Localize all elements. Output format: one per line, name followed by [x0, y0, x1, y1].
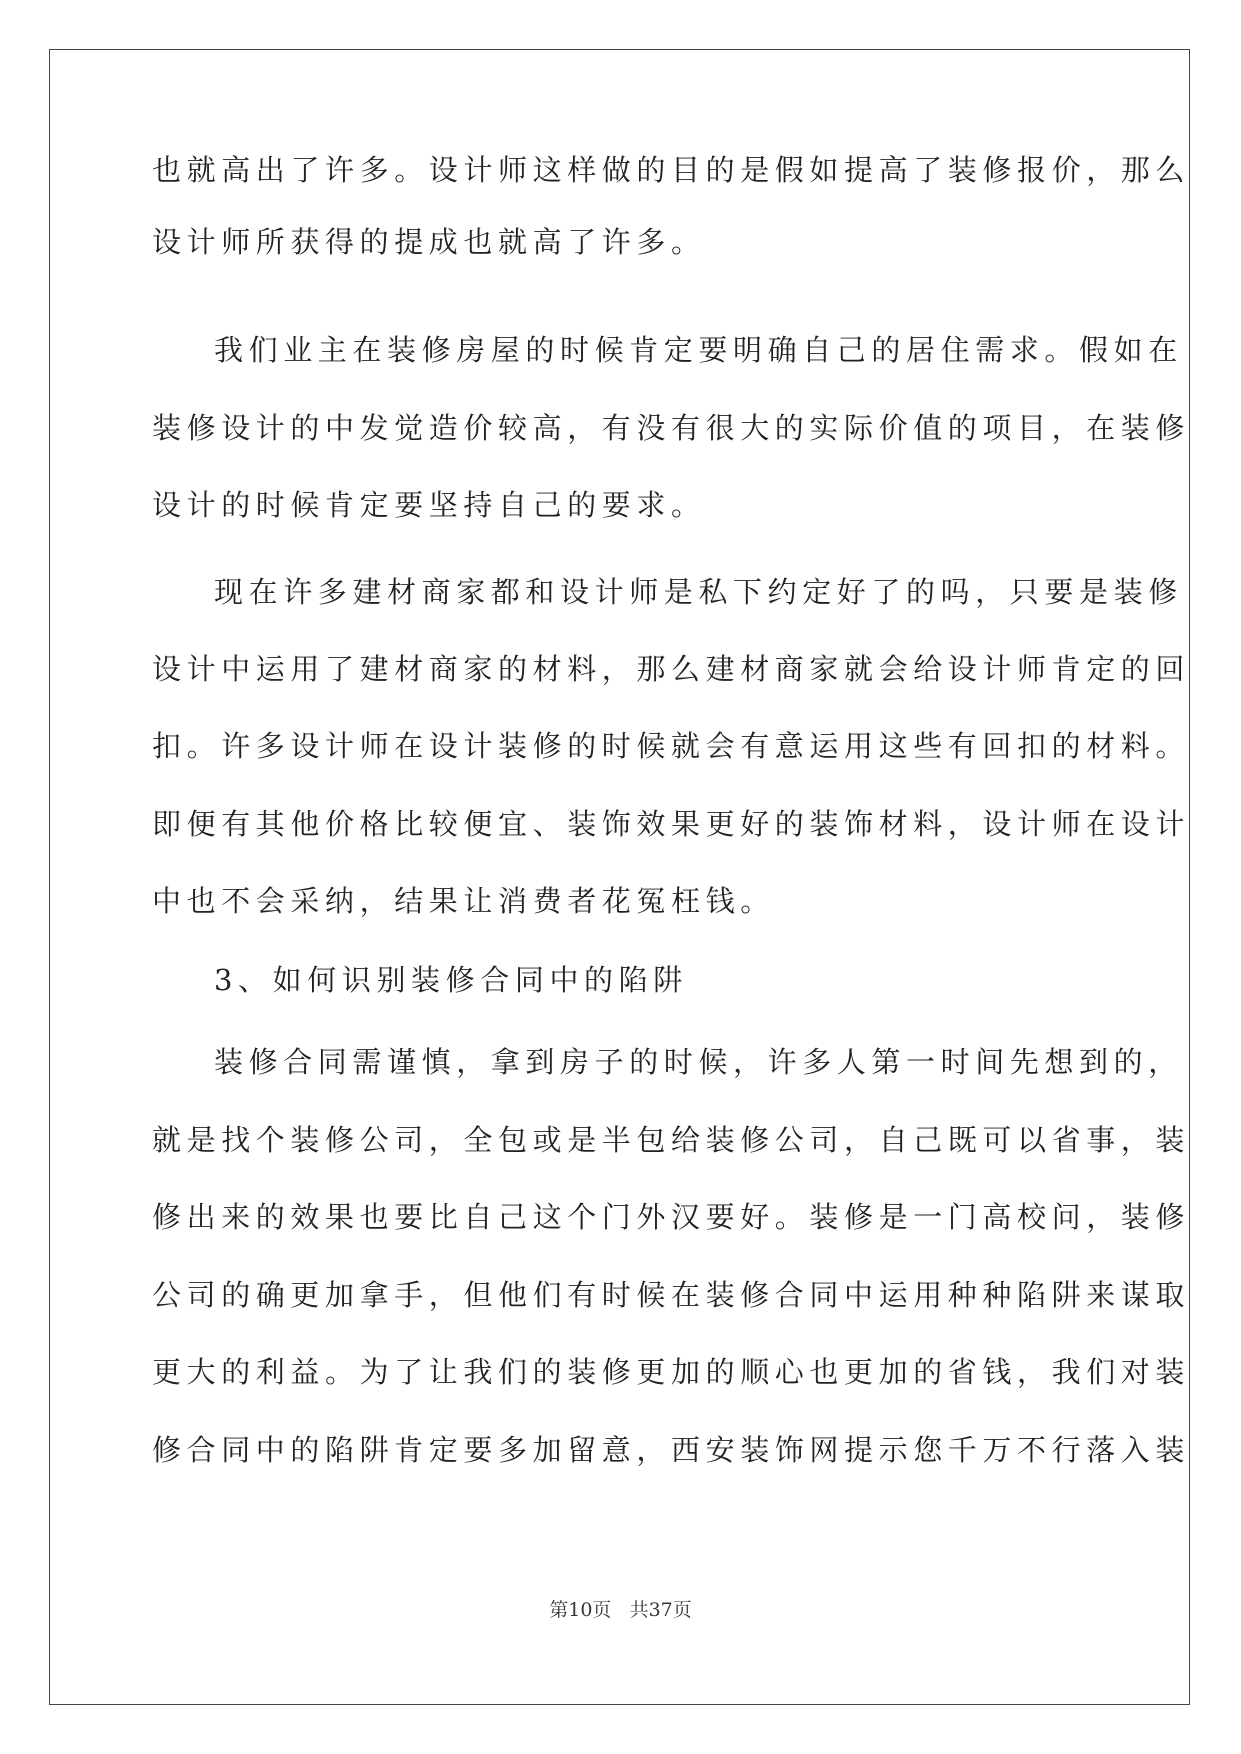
page-number: 第10页 — [549, 1599, 612, 1621]
text-line: 也就高出了许多。设计师这样做的目的是假如提高了装修报价，那么 — [152, 153, 1191, 187]
text-line: 我们业主在装修房屋的时候肯定要明确自己的居住需求。假如在 — [214, 333, 1183, 367]
text-line: 公司的确更加拿手，但他们有时候在装修合同中运用种种陷阱来谋取 — [152, 1278, 1191, 1312]
text-line: 装修设计的中发觉造价较高，有没有很大的实际价值的项目，在装修 — [152, 411, 1191, 445]
page-footer — [0, 1598, 1241, 1622]
text-line: 更大的利益。为了让我们的装修更加的顺心也更加的省钱，我们对装 — [152, 1355, 1191, 1389]
text-line: 设计师所获得的提成也就高了许多。 — [152, 225, 706, 259]
section-heading: 3、如何识别装修合同中的陷阱 — [214, 963, 688, 997]
text-line: 中也不会采纳，结果让消费者花冤枉钱。 — [152, 884, 775, 918]
text-line: 修出来的效果也要比自己这个门外汉要好。装修是一门高校问，装修 — [152, 1200, 1191, 1234]
text-line: 修合同中的陷阱肯定要多加留意，西安装饰网提示您千万不行落入装 — [152, 1433, 1191, 1467]
text-line: 设计中运用了建材商家的材料，那么建材商家就会给设计师肯定的回 — [152, 652, 1191, 686]
text-line: 就是找个装修公司，全包或是半包给装修公司，自己既可以省事，装 — [152, 1123, 1191, 1157]
text-line: 现在许多建材商家都和设计师是私下约定好了的吗，只要是装修 — [214, 575, 1183, 609]
page-total: 共37页 — [629, 1599, 692, 1621]
text-line: 设计的时候肯定要坚持自己的要求。 — [152, 488, 706, 522]
text-line: 装修合同需谨慎，拿到房子的时候，许多人第一时间先想到的， — [214, 1045, 1183, 1079]
text-line: 即便有其他价格比较便宜、装饰效果更好的装饰材料，设计师在设计 — [152, 807, 1191, 841]
text-line: 扣。许多设计师在设计装修的时候就会有意运用这些有回扣的材料。 — [152, 729, 1191, 763]
